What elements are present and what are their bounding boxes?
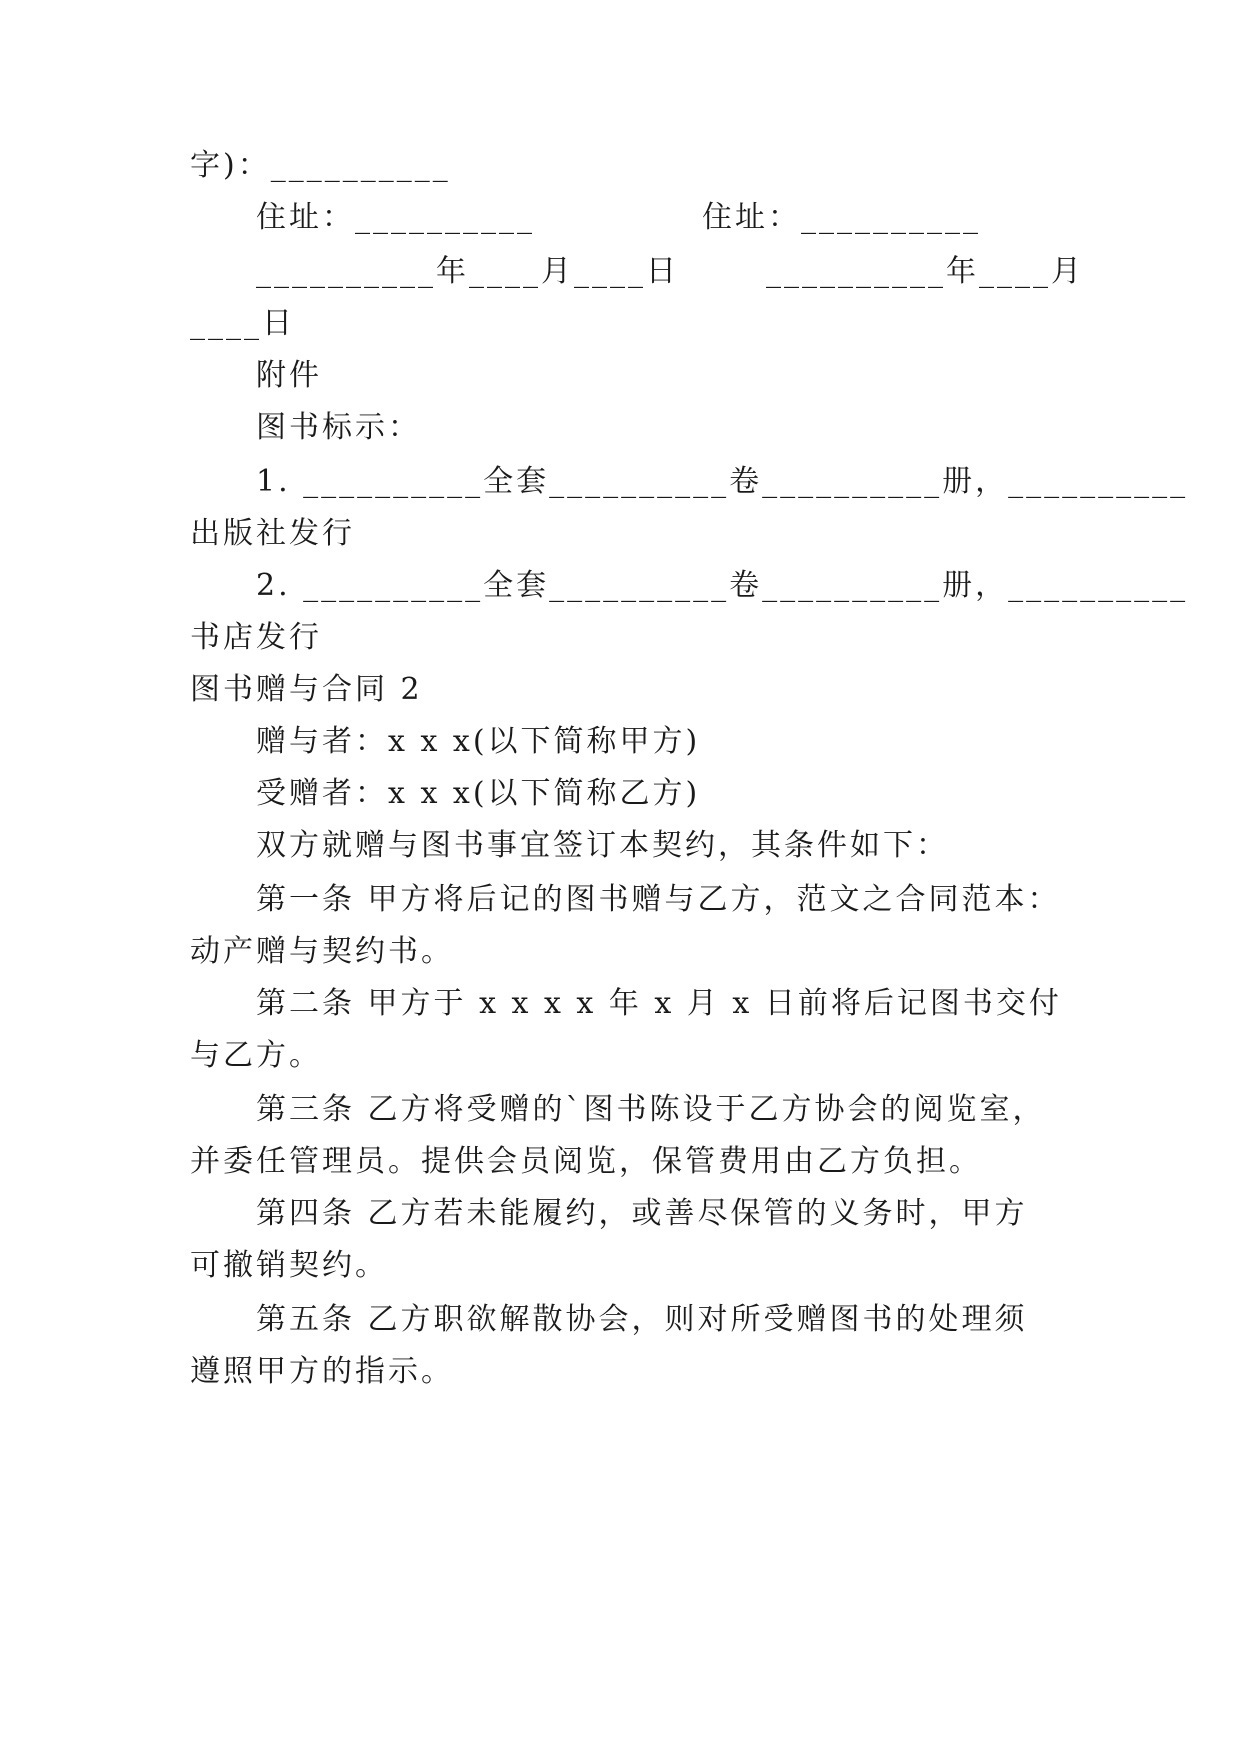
date-left: __________年____月____日 xyxy=(256,254,679,289)
book-item-1-publisher: 出版社发行 xyxy=(190,516,355,551)
book-identification-label: 图书标示： xyxy=(256,410,421,445)
article-2-continued: 与乙方。 xyxy=(190,1038,322,1073)
date-right: __________年____月 xyxy=(766,254,1084,289)
recipient-line: 受赠者：x x x(以下简称乙方) xyxy=(256,776,701,811)
address-left: 住址：__________ xyxy=(256,200,535,235)
address-right: 住址：__________ xyxy=(702,200,981,235)
book-item-2: 2. __________全套__________卷__________册，__________ xyxy=(256,568,1189,603)
contract-title: 图书赠与合同 2 xyxy=(190,672,423,707)
article-1-continued: 动产赠与契约书。 xyxy=(190,934,454,969)
article-3: 第三条 乙方将受赠的`图书陈设于乙方协会的阅览室， xyxy=(256,1092,1046,1127)
intro-paragraph: 双方就赠与图书事宜签订本契约，其条件如下： xyxy=(256,828,949,863)
article-4-continued: 可撤销契约。 xyxy=(190,1248,388,1283)
signature-line-fragment: 字)：__________ xyxy=(190,148,451,183)
article-2: 第二条 甲方于 x x x x 年 x 月 x 日前将后记图书交付 xyxy=(256,986,1062,1021)
donor-line: 赠与者：x x x(以下简称甲方) xyxy=(256,724,701,759)
article-1: 第一条 甲方将后记的图书赠与乙方，范文之合同范本： xyxy=(256,882,1061,917)
appendix-heading: 附件 xyxy=(256,358,322,393)
article-5: 第五条 乙方职欲解散协会，则对所受赠图书的处理须 xyxy=(256,1302,1028,1337)
date-right-continued: ____日 xyxy=(190,306,295,341)
book-item-2-bookstore: 书店发行 xyxy=(190,620,322,655)
article-5-continued: 遵照甲方的指示。 xyxy=(190,1354,454,1389)
article-3-continued: 并委任管理员。提供会员阅览，保管费用由乙方负担。 xyxy=(190,1144,982,1179)
article-4: 第四条 乙方若未能履约，或善尽保管的义务时，甲方 xyxy=(256,1196,1028,1231)
book-item-1: 1. __________全套__________卷__________册，__________ xyxy=(256,464,1189,499)
